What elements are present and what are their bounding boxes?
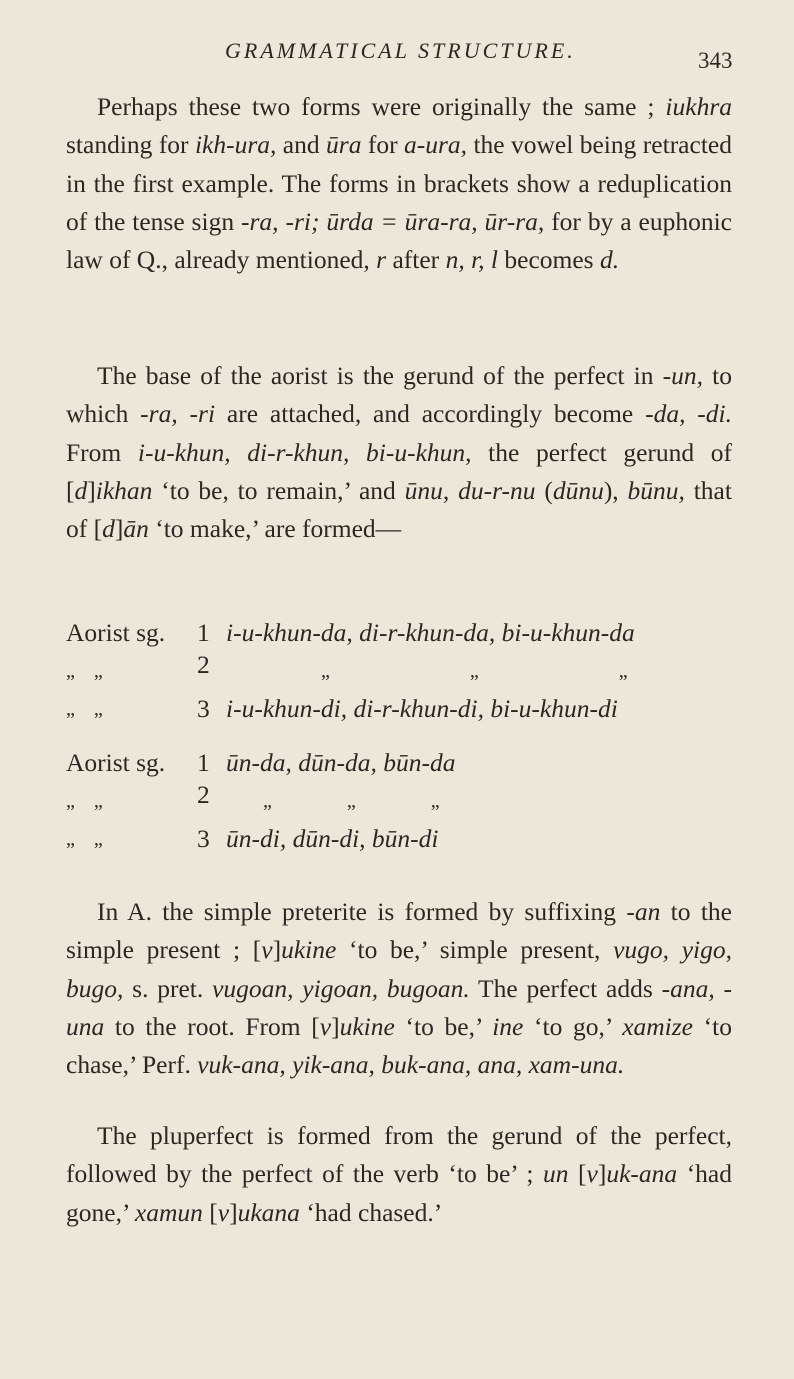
text-run: standing for: [66, 130, 195, 160]
person-number: 2: [197, 650, 210, 679]
ditto-forms: „ „ „: [321, 660, 628, 682]
italic-run: ikhan: [95, 475, 153, 505]
italic-run: -ra, -ri: [140, 399, 216, 429]
text-run: From: [66, 437, 138, 467]
text-run: ‘to be, to remain,’ and: [152, 475, 405, 505]
aorist-row: [66, 820, 746, 858]
aorist-forms: i-u-khun-di, di-r-khun-di, bi-u-khun-di: [226, 694, 618, 723]
italic-run: vugoan, yigoan, bugoan.: [212, 973, 470, 1003]
text-run: In A. the simple preterite is formed by suffixing: [97, 897, 627, 926]
text-run: The base of the aorist is the gerund of the perfect in: [97, 361, 663, 390]
text-run: ‘to make,’ are formed—: [148, 514, 402, 544]
italic-run: d: [102, 514, 115, 544]
text-run: the perfect gerund of [: [66, 437, 732, 505]
person-number: 1: [197, 618, 210, 647]
italic-run: dūnu: [552, 475, 604, 505]
ditto-forms: „ „ „: [263, 790, 440, 812]
text-run: to the simple present ; [: [66, 897, 732, 965]
text-run: ‘to go,’: [523, 1011, 623, 1041]
italic-run: ukine: [339, 1011, 395, 1041]
text-run: (: [535, 475, 553, 505]
italic-run: r: [376, 245, 387, 275]
italic-run: i-u-khun, di-r-khun, bi-u-khun,: [137, 437, 472, 467]
text-run: s. pret.: [123, 973, 213, 1003]
italic-run: -da, -di.: [645, 399, 732, 429]
italic-run: v: [319, 1011, 332, 1041]
aorist-row: [66, 782, 746, 820]
italic-run: ine: [492, 1011, 524, 1041]
paragraph-text: [66, 1117, 732, 1232]
running-head: GRAMMATICAL STRUCTURE.: [225, 38, 576, 63]
aorist-forms: i-u-khun-da, di-r-khun-da, bi-u-khun-da: [226, 618, 635, 647]
paragraph-text: [66, 357, 732, 548]
text-run: to the root. From [: [104, 1011, 320, 1041]
paragraph-text: [66, 893, 732, 1084]
text-run: ‘to chase,’ Perf.: [66, 1011, 732, 1080]
italic-run: ukana: [237, 1197, 300, 1227]
text-run: ]: [597, 1159, 607, 1189]
text-run: ]: [87, 475, 96, 505]
text-run: for: [361, 130, 405, 160]
text-run: Perhaps these two forms were originally the same ;: [97, 92, 666, 121]
aorist-forms: ūn-di, dūn-di, būn-di: [226, 824, 439, 853]
text-run: ]: [114, 514, 124, 544]
text-run: the vowel being retracted in the first example. The forms in brackets show a reduplication of the tense sign: [66, 130, 732, 236]
text-run: for by a euphonic law of Q., already mentioned,: [66, 206, 732, 275]
italic-run: ūra: [326, 130, 362, 160]
text-run: after: [386, 245, 446, 275]
italic-run: uk-ana: [606, 1159, 678, 1189]
text-run: ),: [603, 475, 628, 505]
text-run: that of [: [66, 475, 732, 544]
text-run: ]: [229, 1197, 238, 1227]
italic-run: -ra, -ri; ūrda = ūra-ra, ūr-ra,: [241, 206, 545, 236]
italic-run: -un,: [662, 361, 704, 390]
text-run: are attached, and accordingly become: [215, 399, 646, 429]
italic-run: -ana, -una: [66, 973, 732, 1041]
italic-run: iukhra: [665, 92, 732, 121]
italic-run: ān: [123, 514, 149, 544]
aorist-row: [66, 614, 746, 652]
page-number: 343: [698, 48, 733, 73]
italic-run: n, r, l: [445, 245, 498, 275]
aorist-table-2: [66, 744, 746, 858]
text-run: ‘had gone,’: [66, 1159, 732, 1227]
ditto-label: „ „: [66, 790, 103, 812]
text-run: ‘to be,’: [394, 1011, 493, 1041]
italic-run: v: [586, 1159, 598, 1189]
paragraph-aorist-base: [66, 357, 732, 548]
aorist-row: [66, 744, 746, 782]
text-run: to which: [66, 361, 732, 429]
person-number: 3: [197, 694, 210, 723]
aorist-table-1: [66, 614, 746, 728]
row-label: Aorist sg.: [66, 748, 166, 777]
paragraph-text: [66, 88, 732, 279]
text-run: ]: [272, 935, 282, 965]
aorist-forms: ūn-da, dūn-da, būn-da: [226, 748, 456, 777]
italic-run: xamize: [622, 1011, 693, 1041]
aorist-row: [66, 652, 746, 690]
paragraph-pluperfect: [66, 1117, 732, 1232]
italic-run: vuk-ana, yik-ana, buk-ana, ana, xam-una.: [197, 1050, 625, 1080]
italic-run: būnu,: [627, 475, 685, 505]
text-run: and: [276, 130, 327, 160]
italic-run: d.: [599, 245, 620, 275]
text-run: ‘to be,’ simple present,: [336, 935, 614, 965]
italic-run: v: [217, 1197, 230, 1227]
text-run: [: [568, 1159, 587, 1189]
italic-run: xamun: [134, 1197, 203, 1227]
paragraph-reduplication: [66, 88, 732, 279]
italic-run: d: [74, 475, 88, 505]
text-run: ]: [331, 1011, 340, 1041]
ditto-label: „ „: [66, 828, 103, 850]
page-header: [0, 38, 794, 78]
text-run: The perfect adds: [469, 973, 662, 1003]
text-run: becomes: [498, 245, 600, 275]
italic-run: ikh-ura,: [194, 130, 277, 160]
ditto-label: „ „: [66, 698, 103, 720]
text-run: ‘had chased.’: [299, 1197, 443, 1227]
italic-run: a-ura,: [404, 130, 468, 160]
text-run: [: [202, 1197, 218, 1227]
aorist-row: [66, 690, 746, 728]
italic-run: un: [543, 1159, 569, 1189]
person-number: 1: [197, 748, 210, 777]
person-number: 2: [197, 780, 210, 809]
italic-run: vugo, yigo, bugo,: [66, 935, 732, 1003]
text-run: The pluperfect is formed from the gerund of the perfect, followed by the perfect of the verb ‘to be’ ;: [66, 1121, 732, 1189]
italic-run: ūnu, du-r-nu: [404, 475, 536, 505]
ditto-label: „ „: [66, 660, 103, 682]
italic-run: -an: [626, 897, 661, 926]
italic-run: v: [261, 935, 273, 965]
paragraph-preterite: [66, 893, 732, 1084]
person-number: 3: [197, 824, 210, 853]
italic-run: ukine: [281, 935, 337, 965]
row-label: Aorist sg.: [66, 618, 166, 647]
